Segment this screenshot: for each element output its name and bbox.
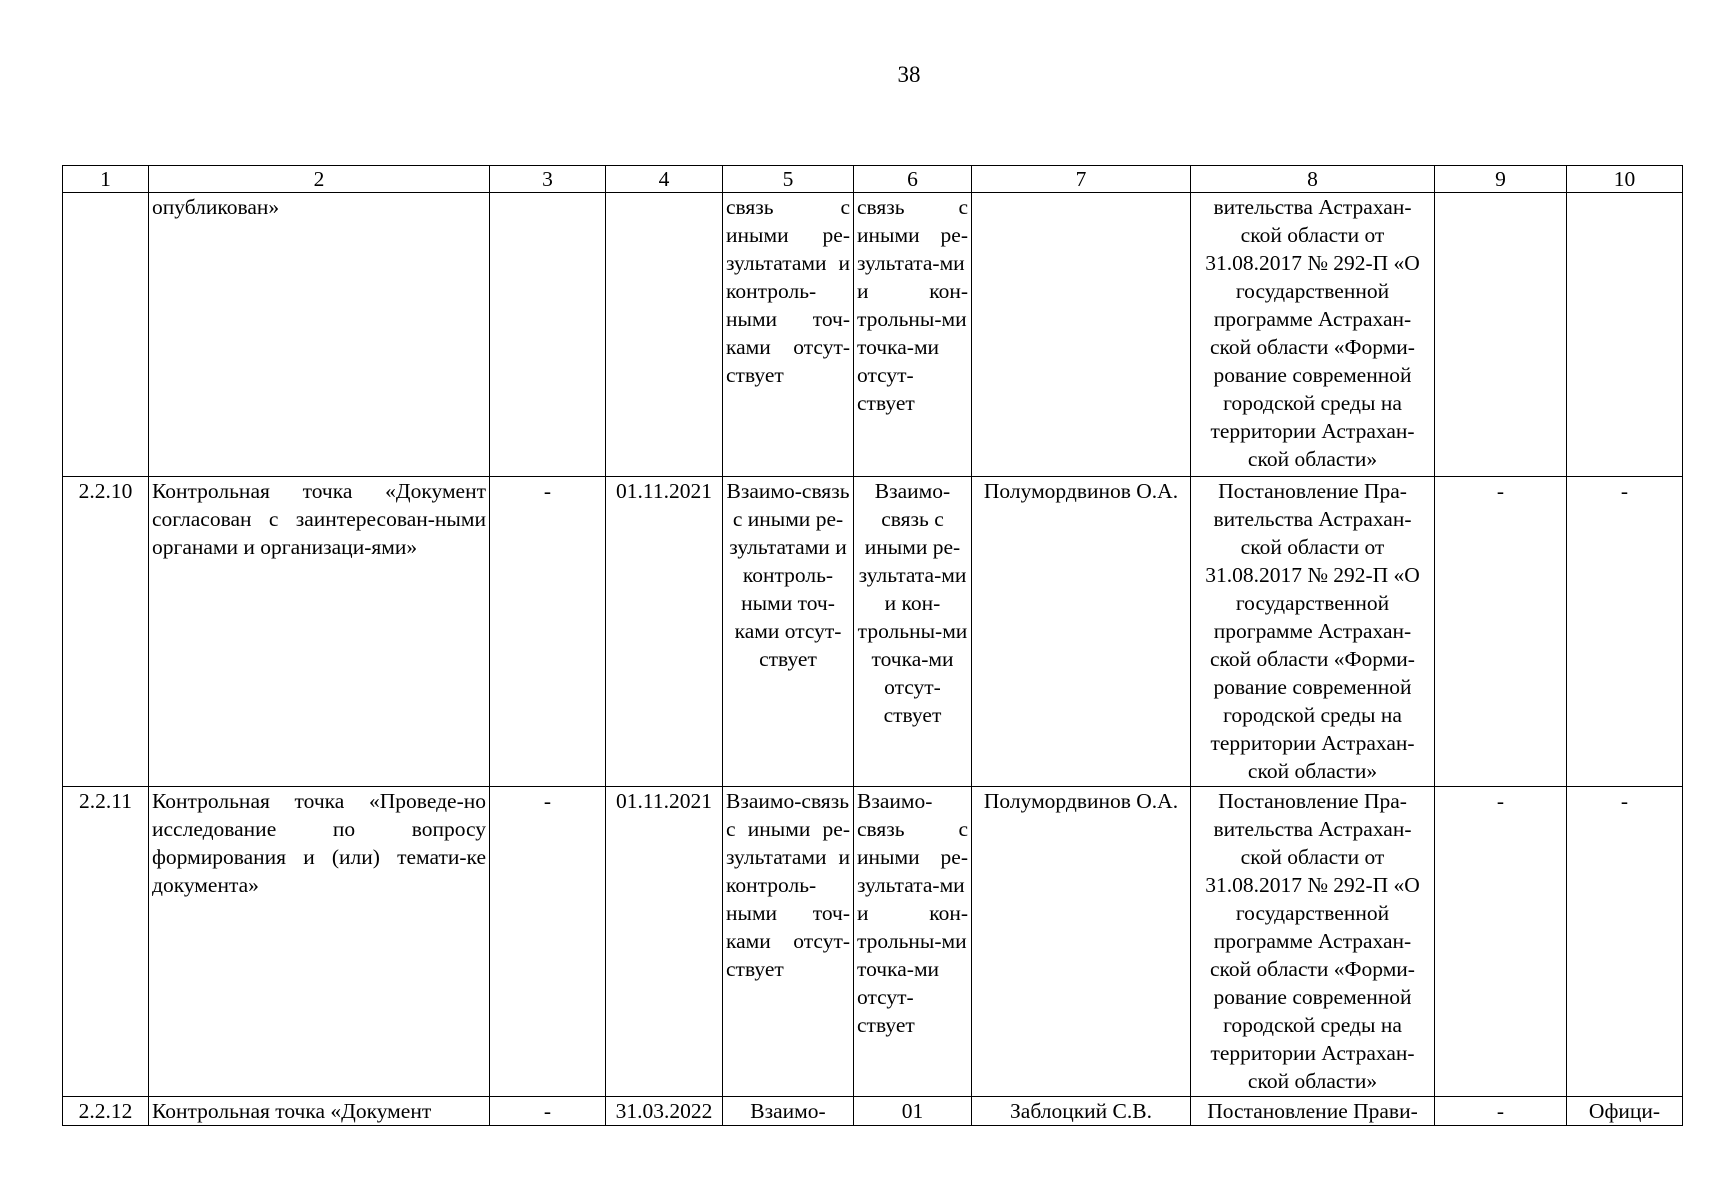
column-10-cell: Офици-	[1567, 1097, 1683, 1126]
header-cell: 10	[1567, 166, 1683, 193]
header-cell: 2	[149, 166, 490, 193]
page-number: 38	[897, 62, 921, 87]
header-cell: 5	[723, 166, 854, 193]
document-basis-cell: вительства Астрахан-ской области от 31.08.2017 № 292-П «О государственной программе Астрахан-ской области «Форми-рование современной городской среды на территории Астрахан-ской области»	[1191, 193, 1435, 477]
table-row	[63, 193, 1683, 477]
successor-cell: Взаимо-связь с иными ре-зультата-ми и кон-трольны-ми точка-ми отсут-ствует	[854, 477, 972, 787]
document-basis-cell: Постановление Пра-вительства Астрахан-ской области от 31.08.2017 № 292-П «О государственной программе Астрахан-ской области «Форми-рование современной городской среды на территории Астрахан-ской области»	[1191, 477, 1435, 787]
responsible-cell: Полумордвинов О.А.	[972, 477, 1191, 787]
start-date-cell: -	[490, 477, 606, 787]
header-cell: 3	[490, 166, 606, 193]
start-date-cell	[490, 193, 606, 477]
predecessor-cell: Взаимо-	[723, 1097, 854, 1126]
item-number-cell: 2.2.12	[63, 1097, 149, 1126]
table-row	[63, 1097, 1683, 1126]
responsible-cell	[972, 193, 1191, 477]
predecessor-cell: связь с иными ре-зультатами и контроль-ными точ-ками отсут-ствует	[723, 193, 854, 477]
item-number-cell: 2.2.10	[63, 477, 149, 787]
column-9-cell: -	[1435, 787, 1567, 1097]
successor-cell: связь с иными ре-зультата-ми и кон-трольны-ми точка-ми отсут-ствует	[854, 193, 972, 477]
end-date-cell: 01.11.2021	[606, 787, 723, 1097]
responsible-cell: Заблоцкий С.В.	[972, 1097, 1191, 1126]
column-9-cell: -	[1435, 477, 1567, 787]
item-name-cell: Контрольная точка «Документ согласован с заинтересован-ными органами и организаци-ями»	[149, 477, 490, 787]
header-cell: 9	[1435, 166, 1567, 193]
column-10-cell: -	[1567, 477, 1683, 787]
predecessor-cell: Взаимо-связь с иными ре-зультатами и контроль-ными точ-ками отсут-ствует	[723, 477, 854, 787]
predecessor-cell: Взаимо-связь с иными ре-зультатами и контроль-ными точ-ками отсут-ствует	[723, 787, 854, 1097]
header-cell: 7	[972, 166, 1191, 193]
column-9-cell	[1435, 193, 1567, 477]
header-cell: 1	[63, 166, 149, 193]
table-header-row	[63, 166, 1683, 193]
header-cell: 6	[854, 166, 972, 193]
document-basis-cell: Постановление Прави-	[1191, 1097, 1435, 1126]
column-9-cell: -	[1435, 1097, 1567, 1126]
column-10-cell: -	[1567, 787, 1683, 1097]
successor-cell: 01	[854, 1097, 972, 1126]
end-date-cell: 01.11.2021	[606, 477, 723, 787]
document-basis-cell: Постановление Пра-вительства Астрахан-ской области от 31.08.2017 № 292-П «О государственной программе Астрахан-ской области «Форми-рование современной городской среды на территории Астрахан-ской области»	[1191, 787, 1435, 1097]
document-table	[62, 165, 1683, 1126]
responsible-cell: Полумордвинов О.А.	[972, 787, 1191, 1097]
header-cell: 8	[1191, 166, 1435, 193]
item-name-cell: Контрольная точка «Проведе-но исследование по вопросу формирования и (или) темати-ке документа»	[149, 787, 490, 1097]
item-number-cell	[63, 193, 149, 477]
start-date-cell: -	[490, 787, 606, 1097]
start-date-cell: -	[490, 1097, 606, 1126]
successor-cell: Взаимо-связь с иными ре-зультата-ми и кон-трольны-ми точка-ми отсут-ствует	[854, 787, 972, 1097]
item-number-cell: 2.2.11	[63, 787, 149, 1097]
table-row	[63, 477, 1683, 787]
end-date-cell: 31.03.2022	[606, 1097, 723, 1126]
item-name-cell: Контрольная точка «Документ	[149, 1097, 490, 1126]
table-row	[63, 787, 1683, 1097]
header-cell: 4	[606, 166, 723, 193]
item-name-cell: опубликован»	[149, 193, 490, 477]
column-10-cell	[1567, 193, 1683, 477]
end-date-cell	[606, 193, 723, 477]
